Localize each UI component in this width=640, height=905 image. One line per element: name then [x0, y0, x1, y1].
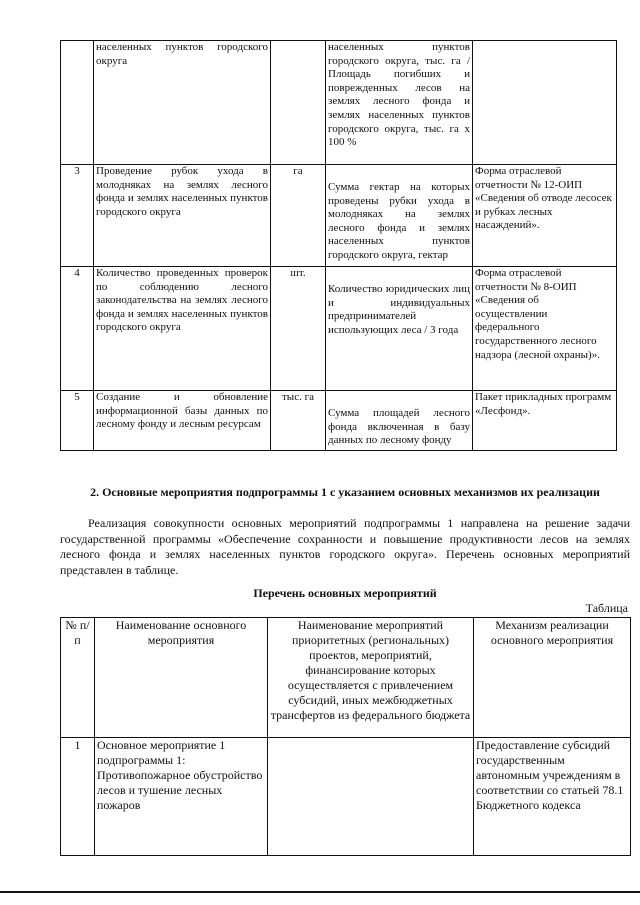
row-number: 5 [61, 391, 94, 451]
source-cell: Пакет прикладных программ «Лесфонд». [473, 391, 617, 451]
intro-paragraph [60, 516, 630, 578]
indicators-table [60, 40, 617, 451]
table-title: Перечень основных мероприятий [253, 586, 437, 600]
source-cell: Форма отраслевой отчетности № 12-ОИП «Сведения об отводе лесосек и рубках лесных насаждений». [473, 165, 617, 267]
row-number: 1 [61, 738, 95, 856]
unit-cell: га [271, 165, 326, 267]
table-row [61, 738, 631, 856]
measures-table [60, 617, 631, 856]
table-row [61, 391, 617, 451]
row-number [61, 41, 94, 165]
unit-cell: шт. [271, 267, 326, 391]
indicator-name: Создание и обновление информационной базы данных по лесному фонду и лесным ресурсам [94, 391, 271, 451]
intro-text: Реализация совокупности основных мероприятий подпрограммы 1 направлена на решение задачи государственной программы «Обеспечение сохранности и повышение продуктивности лесов на землях лесного фонда и землях населенных пунктов городского округа». Перечень основных мероприятий представлен в таблице. [60, 516, 630, 577]
table-label: Таблица [585, 601, 628, 615]
header-num: № п/п [61, 618, 95, 738]
measure-name: Основное мероприятие 1 подпрограммы 1: Противопожарное обустройство лесов и тушение лесных пожаров [95, 738, 268, 856]
formula-cell: населенных пунктов городского округа, тыс. га / Площадь погибших и поврежденных лесов на землях лесного фонда и землях населенных пунктов городского округа, тыс. га х 100 % [326, 41, 473, 165]
section-heading: 2. Основные мероприятия подпрограммы 1 с указанием основных механизмов их реализации [90, 485, 600, 499]
header-mechanism: Механизм реализации основного мероприятия [474, 618, 631, 738]
page-bottom-rule [0, 891, 640, 893]
row-number: 4 [61, 267, 94, 391]
table-row [61, 267, 617, 391]
source-cell [473, 41, 617, 165]
mechanism-cell: Предоставление субсидий государственным автономным учреждениям в соответствии со статьей 78.1 Бюджетного кодекса [474, 738, 631, 856]
indicator-name: Количество проведенных проверок по соблюдению лесного законодательства на землях лесного фонда и землях населенных пунктов городского округа [94, 267, 271, 391]
projects-cell [268, 738, 474, 856]
formula-cell: Сумма гектар на которых проведены рубки ухода в молодняках на землях лесного фонда и землях населенных пунктов городского округа, гектар [326, 165, 473, 267]
header-name: Наименование основного мероприятия [95, 618, 268, 738]
row-number: 3 [61, 165, 94, 267]
table-header-row [61, 618, 631, 738]
table-row [61, 165, 617, 267]
indicator-name: населенных пунктов городского округа [94, 41, 271, 165]
unit-cell: тыс. га [271, 391, 326, 451]
formula-cell: Сумма площадей лесного фонда включенная в базу данных по лесному фонду [326, 391, 473, 451]
indicator-name: Проведение рубок ухода в молодняках на землях лесного фонда и землях населенных пунктов городского округа [94, 165, 271, 267]
header-projects: Наименование мероприятий приоритетных (региональных) проектов, мероприятий, финансирование которых осуществляется с привлечением субсидий, иных межбюджетных трансфертов из федерального бюджета [268, 618, 474, 738]
source-cell: Форма отраслевой отчетности № 8-ОИП «Сведения об осуществлении федерального государственного лесного надзора (лесной охраны)». [473, 267, 617, 391]
table-row [61, 41, 617, 165]
formula-cell: Количество юридических лиц и индивидуальных предпринимателей использующих леса / 3 года [326, 267, 473, 391]
unit-cell [271, 41, 326, 165]
